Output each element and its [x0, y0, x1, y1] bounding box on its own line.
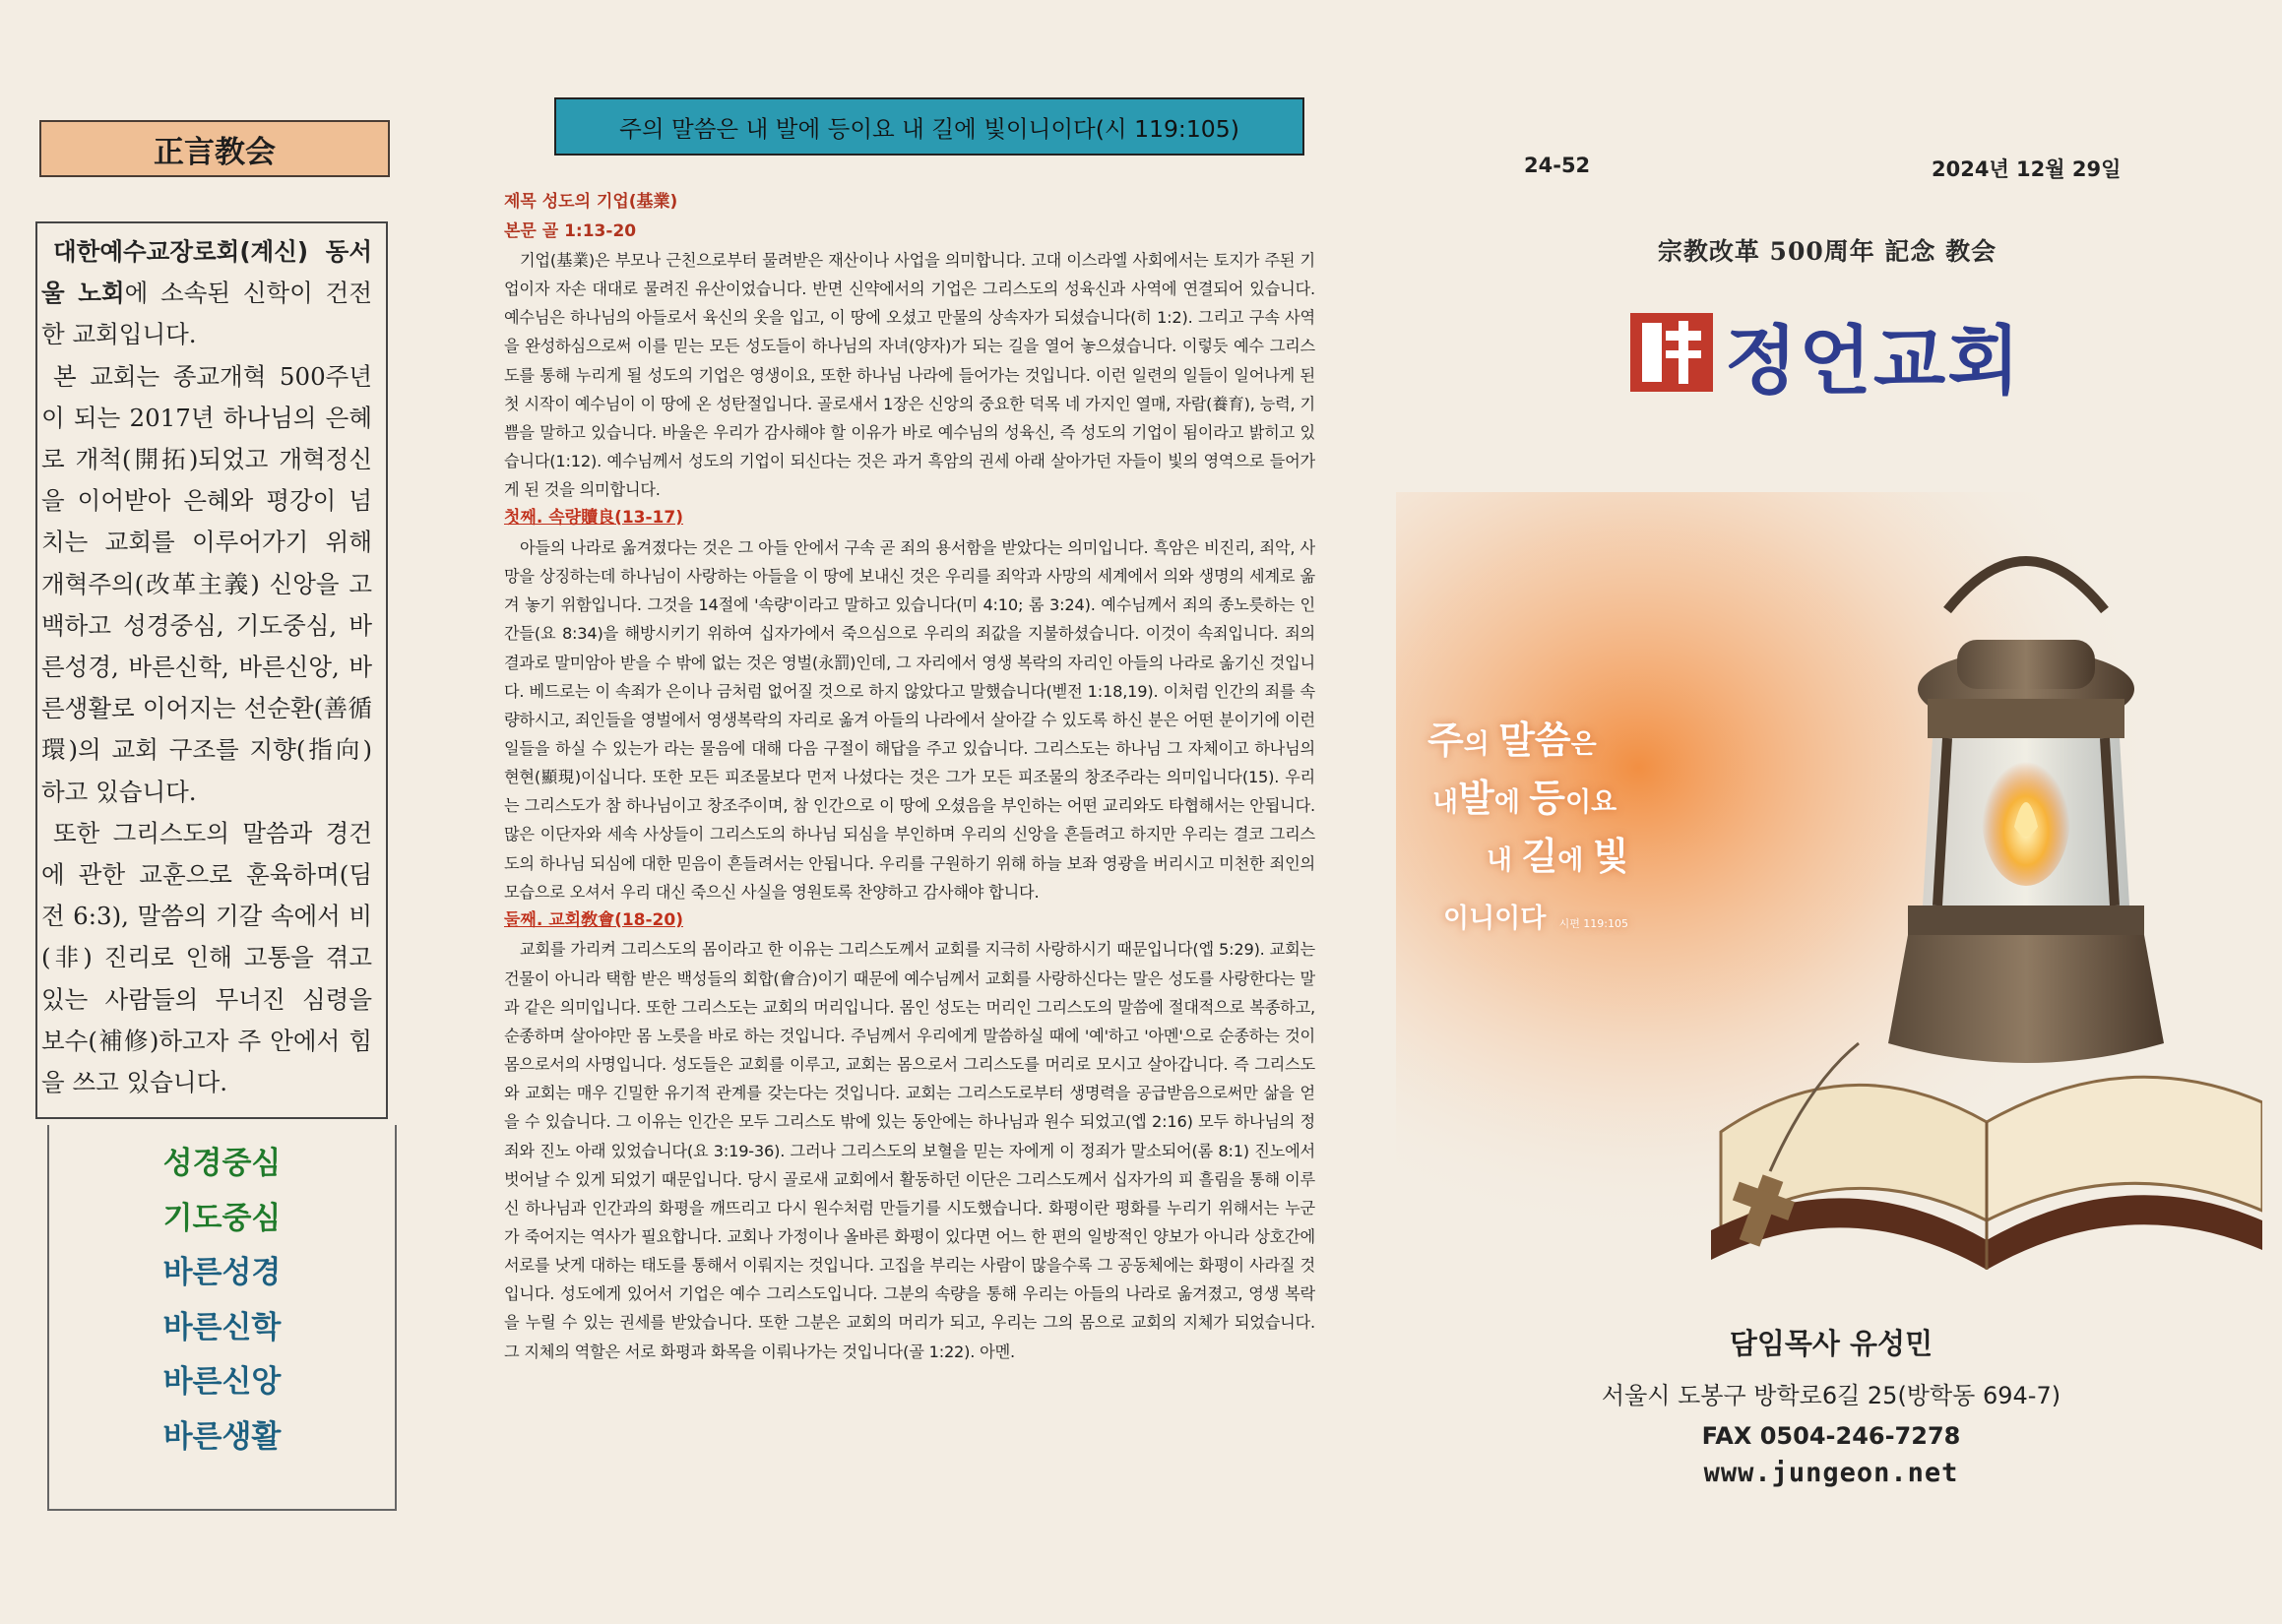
intro-strong: 대한예수교장로회(계신) 동서울 노회	[41, 237, 372, 308]
church-fax: FAX 0504-246-7278	[1701, 1422, 1961, 1450]
core-values-list	[47, 1137, 397, 1465]
sermon-passage: 본문 골 1:13-20	[504, 221, 637, 241]
section-heading: 첫째. 속량贖良(13-17)	[504, 508, 683, 529]
bulletin-date: 2024년 12월 29일	[1932, 157, 2122, 181]
church-contact	[1575, 1322, 2087, 1488]
value-item: 바른생활	[162, 1418, 282, 1455]
church-introduction	[41, 231, 372, 1103]
sermon-body	[504, 187, 1315, 1366]
church-address: 서울시 도봉구 방학로6길 25(방학동 694-7)	[1601, 1382, 2061, 1409]
sermon-title: 제목 성도의 기업(基業)	[504, 192, 678, 212]
church-website: www.jungeon.net	[1703, 1458, 1959, 1488]
intro-paragraph	[41, 356, 372, 813]
section-heading: 둘째. 교회敎會(18-20)	[504, 909, 683, 930]
verse-line: 내발에 등이요	[1432, 777, 1617, 820]
church-hanja-title: 正言教会	[39, 120, 390, 177]
reformation-subtitle: 宗教改革 500周年 記念 教会	[1657, 237, 1997, 266]
value-item: 바른신앙	[162, 1364, 282, 1400]
verse-line: 이니이다 시편 119:105	[1443, 904, 1629, 934]
issue-number: 24-52	[1524, 154, 1591, 177]
sermon-intro-paragraph: 기업(基業)은 부모나 근친으로부터 물려받은 재산이나 사업을 의미합니다. 고대 이스라엘 사회에서는 토지가 주된 기업이자 자손 대대로 물려진 유산이었습니다. 반면 신약에서의 기업은 그리스도의 성육신과 사역에 연결되어 있습니다. 예수님은 하나님의 아들로서 육신의 옷을 입고, 이 땅에 오셨고 만물의 상속자가 되셨습니다(히 1:2). 그리고 구속 사역을 완성하심으로써 이를 믿는 모든 성도들이 하나님의 자녀(양자)가 되는 길을 열어 놓으셨습니다. 이렇듯 예수 그리스도를 통해 누리게 될 성도의 기업은 영생이요, 또한 하나님 나라에 들어가는 것입니다. 이런 일련의 일들이 일어나게 된 첫 시작이 예수님이 이 땅에 온 성탄절입니다. 골로새서 1장은 신앙의 중요한 덕목 네 가지인 열매, 자람(養育), 능력, 기쁨을 말하고 있습니다. 바울은 우리가 감사해야 할 이유가 바로 예수님의 성육신, 즉 성도의 기업이 됨이라고 밝히고 있습니다(1:12). 예수님께서 성도의 기업이 되신다는 것은 과거 흑암의 권세 아래 살아가던 자들이 빛의 영역으로 들어가게 된 것을 의미합니다.	[504, 251, 1315, 500]
section-paragraph: 아들의 나라로 옮겨졌다는 것은 그 아들 안에서 구속 곧 죄의 용서함을 받았다는 의미입니다. 흑암은 비진리, 죄악, 사망을 상징하는데 하나님이 사랑하는 아들을 이 땅에 보내신 것은 우리를 죄악과 사망의 세계에서 의와 생명의 세계로 옮겨 놓기 위함입니다. 그것을 14절에 '속량'이라고 말하고 있습니다(미 4:10; 롬 3:24). 예수님께서 죄의 종노릇하는 인간들(요 8:34)을 해방시키기 위하여 십자가에서 죽으심으로 우리의 죄값을 지불하셨습니다. 이것이 속죄입니다. 죄의 결과로 말미암아 받을 수 밖에 없는 것은 영벌(永罰)인데, 그 자리에서 영생 복락의 자리인 아들의 나라로 옮기신 것입니다. 베드로는 이 속죄가 은이나 금처럼 없어질 것으로 하지 않았다고 말했습니다(벧전 1:18,19). 이처럼 인간의 죄를 속량하시고, 죄인들을 영벌에서 영생복락의 자리로 옮겨 아들의 나라에서 살아갈 수 있도록 하신 분은 어떤 분이기에 이런 일들을 하실 수 있는가 라는 물음에 대해 다음 구절이 해답을 주고 있습니다. 그리스도는 하나님 그 자체이고 하나님의 현현(顯現)이십니다. 또한 모든 피조물보다 먼저 나셨다는 것은 그가 모든 피조물의 창조주라는 의미입니다(15). 우리는 그리스도가 참 하나님이고 창조주이며, 참 인간으로 이 땅에 오셨음을 부인하는 어떤 교리와도 타협해서는 안됩니다. 많은 이단자와 세속 사상들이 그리스도의 하나님 되심을 부인하며 우리의 신앙을 흔들려고 하지만 우리는 결코 그리스도의 하나님 되심에 대한 믿음이 흔들려서는 안됩니다. 우리를 구원하기 위해 하늘 보좌 영광을 버리시고 미천한 죄인의 모습으로 오셔서 우리 대신 죽으신 사실을 영원토록 찬양하고 감사해야 합니다.	[504, 537, 1315, 902]
church-name: 정언교회	[1725, 317, 2022, 405]
intro-text: 에 소속된 신학이 건전한 교회입니다.	[41, 279, 372, 349]
verse-banner: 주의 말씀은 내 발에 등이요 내 길에 빛이니이다(시 119:105)	[554, 97, 1304, 156]
intro-text: 본 교회는 종교개혁 500주년이 되는 2017년 하나님의 은혜로 개척(開拓)되었고 개혁정신을 이어받아 은혜와 평강이 넘치는 교회를 이루어가기 위해 개혁주의(改革主義) 신앙을 고백하고 성경중심, 기도중심, 바른성경, 바른신학, 바른신앙, 바른생활로 이어지는 선순환(善循環)의 교회 구조를 지향(指向)하고 있습니다.	[41, 361, 372, 806]
artwork-verse	[1427, 714, 1752, 951]
intro-paragraph	[41, 231, 372, 356]
verse-line: 주의 말씀은	[1427, 718, 1597, 762]
value-item: 기도중심	[162, 1200, 282, 1236]
intro-text: 또한 그리스도의 말씀과 경건에 관한 교훈으로 훈육하며(딤전 6:3), 말씀의 기갈 속에서 비(非) 진리로 인해 고통을 겪고 있는 사람들의 무너진 심령을 보수(補修)하고자 주 안에서 힘을 쓰고 있습니다.	[41, 818, 372, 1097]
intro-paragraph	[41, 813, 372, 1103]
section-paragraph: 교회를 가리켜 그리스도의 몸이라고 한 이유는 그리스도께서 교회를 지극히 사랑하시기 때문입니다(엡 5:29). 교회는 건물이 아니라 택함 받은 백성들의 회합(會合)이기 때문에 예수님께서 교회를 사랑하신다는 말은 성도를 사랑한다는 말과 같은 의미입니다. 또한 그리스도는 교회의 머리입니다. 몸인 성도는 머리인 그리스도의 말씀에 절대적으로 복종하고, 순종하며 살아야만 몸 노릇을 바로 하는 것입니다. 주님께서 우리에게 말씀하실 때에 '예'하고 '아멘'으로 순종하는 것이 몸으로서의 사명입니다. 성도들은 교회를 이루고, 교회는 몸으로서 그리스도를 머리로 모시고 살아갑니다. 즉 그리스도와 교회는 매우 긴밀한 유기적 관계를 갖는다는 것입니다. 교회는 그리스도로부터 생명력을 공급받음으로써만 삶을 얻을 수 있습니다. 그 이유는 인간은 모두 그리스도 밖에 있는 동안에는 하나님과 원수 되었고(엡 2:16) 모두 하나님의 정죄와 진노 아래 있었습니다(요 3:19-36). 그러나 그리스도의 보혈을 믿는 자에게 이 정죄가 말소되어(롬 8:1) 진노에서 벗어날 수 있게 되었기 때문입니다. 당시 골로새 교회에서 활동하던 이단은 그리스도께서 십자가의 피 흘림을 통해 이루신 하나님과 인간과의 화평을 깨뜨리고 다시 원수처럼 만들기를 시도했습니다. 화평이란 평화를 누리기 위해서는 누군가 죽어지는 역사가 필요합니다. 교회나 가정이나 올바른 화평이 있다면 어느 한 편의 일방적인 양보가 아니라 상호간에 서로를 낫게 대하는 태도를 통해서 이뤄지는 것입니다. 고집을 부리는 사람이 많을수록 그 공동체에는 화평이 사라질 것입니다. 성도에게 있어서 기업은 예수 그리스도입니다. 그분의 속량을 통해 우리는 아들의 나라로 옮겨졌고, 영생 복락을 누릴 수 있는 권세를 받았습니다. 또한 그분은 교회의 머리가 되고, 우리는 그의 몸으로 교회의 지체가 되었습니다. 그 지체의 역할은 서로 화평과 화목을 이뤄나가는 것입니다(골 1:22). 아멘.	[504, 940, 1315, 1361]
pastor-name: 담임목사 유성민	[1729, 1327, 1933, 1360]
church-logo-icon	[1630, 313, 1713, 392]
verse-line: 내 길에 빛	[1487, 835, 1629, 878]
verse-reference: 시편 119:105	[1558, 917, 1629, 930]
value-item: 바른신학	[162, 1309, 282, 1345]
value-item: 성경중심	[162, 1146, 282, 1181]
value-item: 바른성경	[162, 1255, 282, 1290]
